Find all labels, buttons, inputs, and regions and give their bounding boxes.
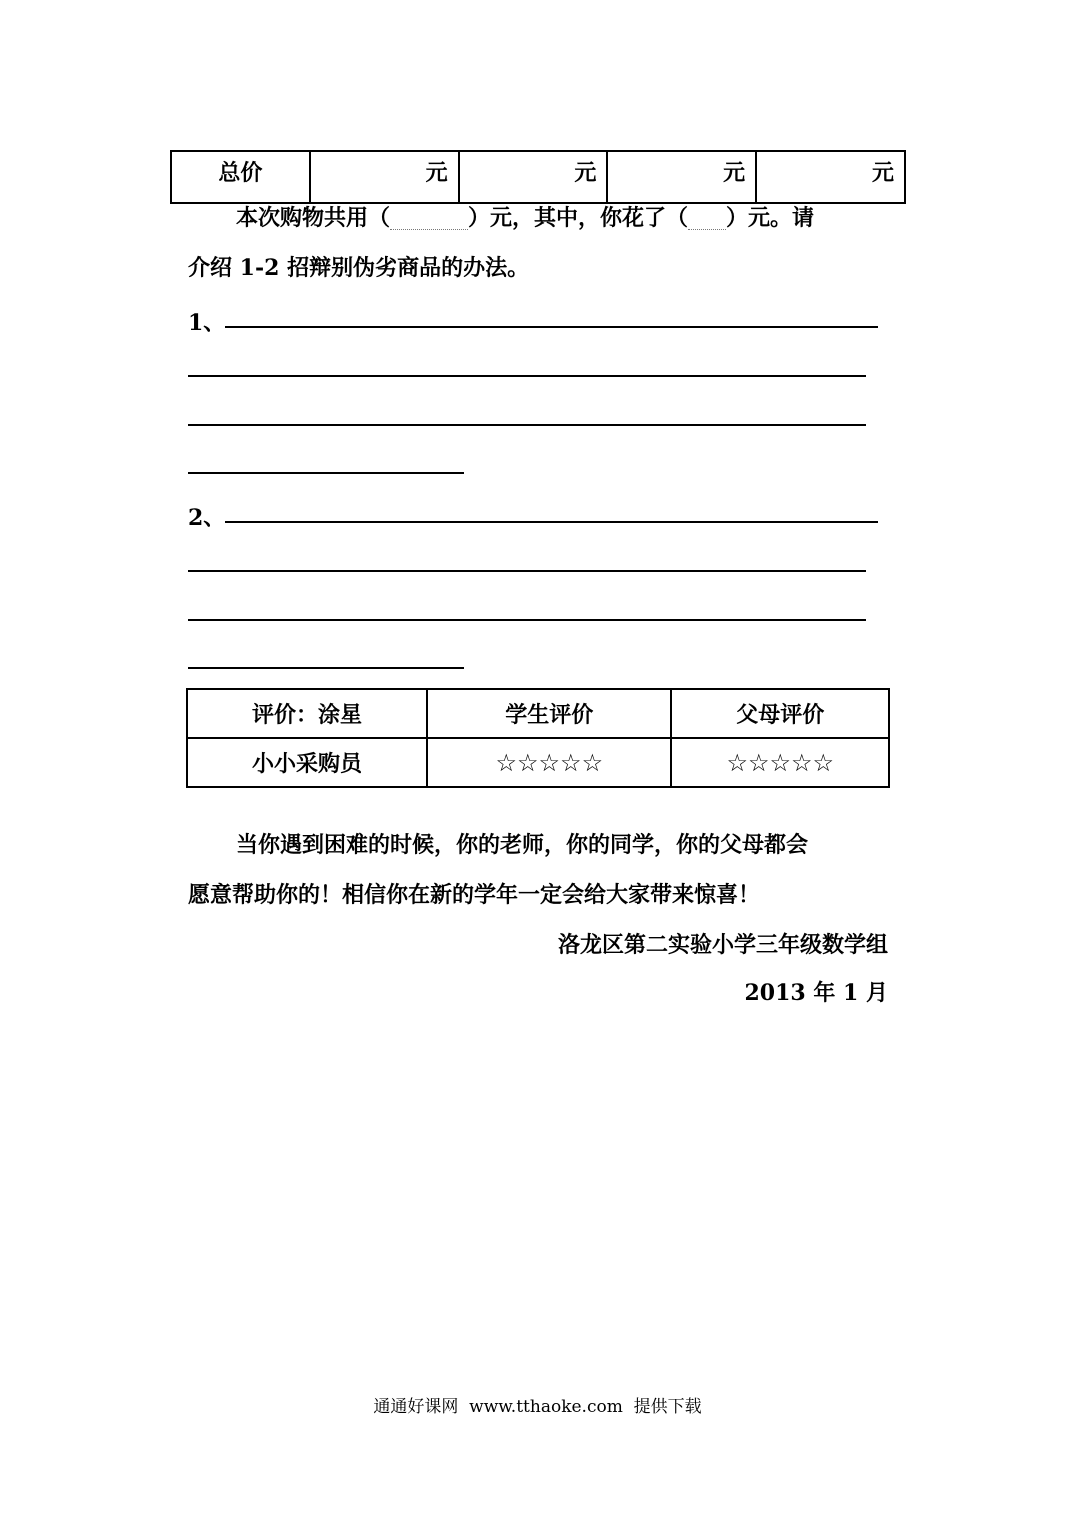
answer-1-line-3[interactable] [188, 424, 866, 426]
answer-2-line-3[interactable] [188, 619, 866, 621]
question-text-a: 本次购物共用（ [236, 205, 391, 231]
question-line-1 [236, 193, 814, 243]
question-text-b: ）元，其中，你花了（ [468, 205, 689, 231]
question-text-c: ）元。请 [726, 205, 815, 231]
answer-1-line-4[interactable] [188, 472, 464, 474]
student-eval-header: 学生评价 [427, 689, 671, 738]
footer-credit: 通通好课网 www.tthaoke.com 提供下载 [373, 1397, 702, 1417]
price-unit-2: 元 [459, 151, 608, 203]
you-spent-blank [688, 207, 726, 230]
total-spent-blank [390, 207, 468, 230]
answer-2-number: 2、 [188, 505, 226, 531]
price-label: 总价 [171, 151, 310, 203]
signature: 洛龙区第二实验小学三年级数学组 [557, 932, 888, 958]
price-unit-4: 元 [756, 151, 905, 203]
student-star-rating[interactable]: ☆☆☆☆☆ [427, 738, 671, 787]
date: 2013 年 1 月 [744, 980, 888, 1006]
evaluation-header-label: 评价：涂星 [187, 689, 427, 738]
price-unit-1: 元 [310, 151, 459, 203]
question-line-2: 介绍 1-2 招辩别伪劣商品的办法。 [188, 255, 530, 281]
parent-star-rating[interactable]: ☆☆☆☆☆ [671, 738, 889, 787]
evaluation-table [186, 688, 890, 788]
parent-eval-header: 父母评价 [671, 689, 889, 738]
evaluation-row-label: 小小采购员 [187, 738, 427, 787]
closing-line-2: 愿意帮助你的！相信你在新的学年一定会给大家带来惊喜！ [188, 882, 761, 908]
price-unit-3: 元 [607, 151, 756, 203]
evaluation-header-row [187, 689, 889, 738]
answer-1-line-1[interactable] [225, 326, 878, 328]
closing-line-1: 当你遇到困难的时候，你的老师，你的同学，你的父母都会 [236, 832, 809, 858]
answer-1-line-2[interactable] [188, 375, 866, 377]
answer-1-number: 1、 [188, 310, 226, 336]
answer-2-line-2[interactable] [188, 570, 866, 572]
evaluation-row [187, 738, 889, 787]
answer-2-line-1[interactable] [225, 521, 878, 523]
answer-2-line-4[interactable] [188, 667, 464, 669]
